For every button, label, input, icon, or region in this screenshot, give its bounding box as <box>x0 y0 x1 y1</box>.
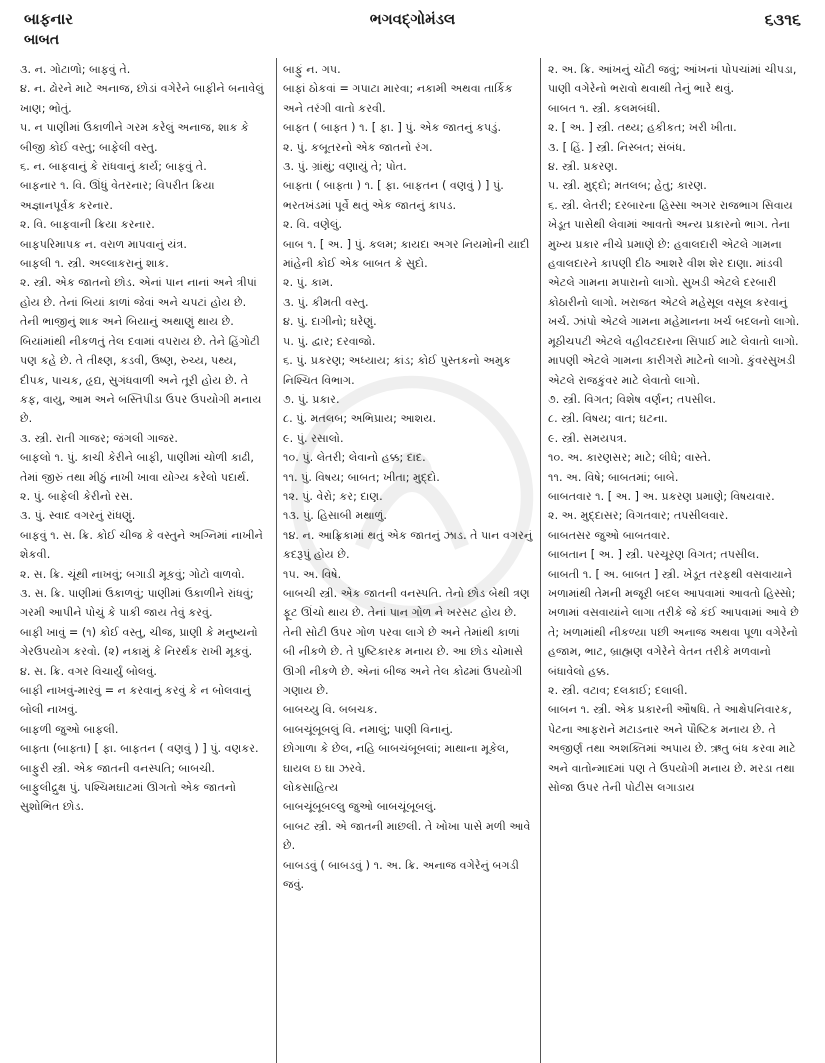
dictionary-entry: બાફવું ૧. સ. ક્રિ. કોઈ ચીજ કે વસ્તુને અગ્નિમાં નાખીને શેકવી. <box>20 528 264 562</box>
dictionary-entry: બાબતી ૧. [ અ. બાબત ] સ્ત્રી. ખેડૂત તરફથી વસવાયાને ખળામાંથી તેમની મજૂરી બદલ આપવામાં આવતો હિસ્સો; ખળામાં વસવાયાંને લાગા તરીકે જે કંઈ આપવામાં આવે છે તે; ખળામાંથી નીકળ્યા પછી અનાજ અથવા પૂળા વગેરેનો હજામ, ભાટ, બ્રાહ્મણ વગેરેને વેતન તરીકે મળવાનો બંધાવેલો હક્ક. <box>548 567 799 678</box>
dictionary-entry: બાફી નાખવું-મારવું = ન કરવાનું કરવું કે ન બોલવાનું બોલી નાખવું. <box>20 684 251 717</box>
dictionary-entry: ૯. પું. રસાલો. <box>283 431 344 445</box>
dictionary-entry: ૨. પું. કબૂતરનો એક જાતનો રંગ. <box>283 140 433 154</box>
guide-word-last: બાબત <box>24 32 60 48</box>
dictionary-entry: ૨. વિ. બાફવાની ક્રિયા કરનાર. <box>20 218 155 232</box>
running-title: ભગવદ્ગોમંડલ <box>369 10 456 28</box>
dictionary-entry: ૩. સ. ક્રિ. પાણીમાં ઉકાળવું; પાણીમાં ઉકાળીને રાંધવું; ગરમી આપીને પોચું કે પાકી જાય તેવું કરવું. <box>20 586 254 620</box>
dictionary-entry: બાબચી સ્ત્રી. એક જાતની વનસ્પતિ. તેનો છોડ બેથી ત્રણ ફૂટ ઊંચો થાય છે. તેનાં પાન ગોળ ને ખરસટ હોય છે. તેની સોટી ઉપર ગોળ પરવા લાગે છે અને તેમાંથી કાળાં બી નીકળે છે. તે પુષ્ટિકારક મનાય છે. આ છોડ ચોમાસે ઊગી નીકળે છે. એનાં બીજ અને તેલ કોઢમાં ઉપયોગી ગણાય છે. <box>283 586 530 697</box>
dictionary-entry: ૨. અ. મુદ્દાસર; વિગતવાર; તપસીલવાર. <box>548 509 729 523</box>
dictionary-entry: ૧૩. પું. હિસાબી મથાળું. <box>283 509 387 523</box>
column-divider <box>540 58 541 1063</box>
dictionary-entry: બાફ્તા ( બાફ્તા ) ૧. [ ફા. બાફતન ( વણવું ) ] પું. ભરતખંડમાં પૂર્વે થતું એક જાતનું કાપડ. <box>283 179 504 212</box>
column-divider <box>276 58 277 1063</box>
dictionary-entry: બાફપરિમાપક ન. વરાળ માપવાનું યંત્ર. <box>20 237 187 251</box>
dictionary-entry: ૪. પું. દાગીનો; ઘરેણું. <box>283 315 377 329</box>
dictionary-entry: ૯. સ્ત્રી. સમયપત્ર. <box>548 431 627 445</box>
dictionary-entry: ૫. સ્ત્રી. મુદ્દો; મતલબ; હેતુ; કારણ. <box>548 179 707 193</box>
dictionary-entry: બાફનાર ૧. વિ. ઊંધું વેતરનાર; વિપરીત ક્રિયા અજ્ઞાનપૂર્વક કરનાર. <box>20 179 215 212</box>
dictionary-entry: ૧૧. પું. વિષય; બાબત; ખીતા; મુદ્દો. <box>283 470 440 484</box>
dictionary-entry: લોકસાહિત્ય <box>283 781 339 795</box>
column-2 <box>283 60 533 894</box>
dictionary-entry: ૮. સ્ત્રી. વિષય; વાત; ઘટના. <box>548 412 668 426</box>
dictionary-entry: બાબચૂંબૂબલ્લુ જુઓ બાબચૂંબૂબલું. <box>283 800 437 814</box>
dictionary-entry: ૬. પું. પ્રકરણ; અધ્યાય; કાંડ; કોઈ પુસ્તકનો અમુક નિશ્ચિત વિભાગ. <box>283 354 511 387</box>
dictionary-entry: બાબ ૧. [ અ. ] પું. કલમ; કાયદા અગર નિયમોની યાદી માંહેની કોઈ એક બાબત કે સુદો. <box>283 237 530 271</box>
dictionary-entry: ૭. પું. પ્રકાર. <box>283 392 340 406</box>
dictionary-entry: ૨. પું. કામ. <box>283 276 334 290</box>
dictionary-entry: બાફલો ૧. પું. કાચી કેરીને બાફી, પાણીમાં ચોળી કાઢી, તેમાં જીરું તથા મીઠું નાખી ખાવા યોગ્ય કરેલો પદાર્થ. <box>20 451 254 484</box>
dictionary-entry: ૭. સ્ત્રી. વિગત; વિશેષ વર્ણન; તપસીલ. <box>548 392 716 406</box>
dictionary-entry: બાબટ સ્ત્રી. એ જાતની માછલી. તે ખોખા પાસે મળી આવે છે. <box>283 819 531 853</box>
dictionary-entry: ૩. સ્ત્રી. રાતી ગાજર; જંગલી ગાજર. <box>20 431 178 445</box>
dictionary-entry: ૨. પું. બાફેલી કેરીનો રસ. <box>20 489 133 503</box>
dictionary-entry: બાબચ્યુ વિ. બબચક. <box>283 703 378 717</box>
dictionary-entry: ૮. પું. મતલબ; અભિપ્રાય; આશય. <box>283 412 437 426</box>
dictionary-entry: બાબત ૧. સ્ત્રી. કલમબંધી. <box>548 101 661 115</box>
column-1 <box>20 60 268 817</box>
dictionary-entry: ૩. પું. ગ્રાંથું; વણાયું તે; પોત. <box>283 160 407 174</box>
dictionary-entry: ૩. [ હિં. ] સ્ત્રી. નિસ્બત; સંબંધ. <box>548 140 686 154</box>
dictionary-entry: ૩. પું. સ્વાદ વગરનું રાંધણું. <box>20 509 136 523</box>
dictionary-entry: બાબતાન [ અ. ] સ્ત્રી. પરચૂરણ વિગત; તપસીલ. <box>548 548 760 562</box>
dictionary-entry: બાફી ખાવું = (૧) કોઈ વસ્તુ, ચીજ, પ્રાણી કે મનુષ્યનો ગેરઉપયોગ કરવો. (૨) નકામું કે નિરર્થક રાખી મૂકવું. <box>20 625 258 659</box>
dictionary-entry: ૬. સ્ત્રી. લેતરી; દરબારના હિસ્સા અગર રાજભાગ સિવાય ખેડૂત પાસેથી લેવામાં આવતો અન્ય પ્રકારનો ભાગ. તેના મુખ્ય પ્રકાર નીચે પ્રમાણે છે: હવાલદારી એટલે ગામના હવાલદારને કાપણી દીઠ આશરે વીશ શેર દાણા. માંડવી એટલે ગામના મપારાનો લાગો. સુખડી એટલે દરબારી કોઠારીનો લાગો. ખરાજત એટલે મહેસૂલ વસૂલ કરવાનું ખર્ચ. ઝાંપો એટલે ગામના મહેમાનના ખર્ચ બદલનો લાગો. મૂઠીચપટી એટલે વહીવટદારના સિપાઈ માટે લેવાતો લાગો. માપણી એટલે ગામના કારીગરો માટેનો લાગો. કુંવરસુખડી એટલે રાજકુંવર માટે લેવાતો લાગો. <box>548 198 800 387</box>
dictionary-entry: ૩. ન. ગોટાળો; બાફવું તે. <box>20 63 131 76</box>
page-number: ૬૩૧૬ <box>764 10 801 29</box>
dictionary-entry: ૫. પું. દ્વાર; દરવાજો. <box>283 334 376 348</box>
dictionary-entry: ૧૧. અ. વિષે; બાબતમાં; બાબે. <box>548 470 679 484</box>
dictionary-entry: ૧૦. અ. કારણસર; માટે; લીધે; વાસ્તે. <box>548 451 711 465</box>
dictionary-entry: ૧૨. પું. વેરો; કર; દાણ. <box>283 489 383 503</box>
dictionary-entry: બાફું ન. ગપ. <box>283 63 341 76</box>
dictionary-entry: ૪. સ. ક્રિ. વગર વિચાર્યું બોલવું. <box>20 664 157 678</box>
dictionary-entry: ૨. અ. ક્રિ. આંખનું ચોંટી જવું; આંખનાં પોપચાંમાં ચીપડા, પાણી વગેરેનો ભરાવો થવાથી તેનું ભારે થવું. <box>548 63 797 96</box>
dictionary-entry: બાબતવાર ૧. [ અ. ] અ. પ્રકરણ પ્રમાણે; વિષયવાર. <box>548 489 775 503</box>
column-3 <box>548 60 810 797</box>
dictionary-entry: ૨. વિ. વણેલું. <box>283 218 343 232</box>
dictionary-entry: બાફુરી સ્ત્રી. એક જાતની વનસ્પતિ; બાબચી. <box>20 761 215 775</box>
dictionary-entry: ૨. સ. ક્રિ. ચૂંથી નાખવું; બગાડી મૂકવું; ગોટો વાળવો. <box>20 567 245 581</box>
dictionary-entry: ૪. ન. ઢોરને માટે અનાજ, છોડાં વગેરેને બાફીને બનાવેલું ખાણ; ભોતું. <box>20 82 264 115</box>
dictionary-entry: બાબચૂંબૂબલું વિ. નમાલું; પાણી વિનાનું. <box>283 722 453 736</box>
dictionary-entry: બાફુલીદ્રુક્ષ પું. પશ્ચિમઘાટમાં ઊગતો એક જાતનો સુશોભિત છોડ. <box>20 781 237 814</box>
dictionary-entry: ૧૦. પું. લેતરી; લેવાનો હક્ક; દાદ. <box>283 451 426 465</box>
dictionary-entry: છોગાળા કે છેલ, નહિ બાબચંબૂબલાં; માથાના મૂકેલ, ઘાયલ ઇ ઘા ઝરવે. <box>283 742 509 775</box>
dictionary-entry: બાફ્ત ( બાફ્ત ) ૧. [ ફા. ] પું. એક જાતનું કપડું. <box>283 121 501 135</box>
dictionary-entry: ૨. [ અ. ] સ્ત્રી. તથ્ય; હકીકત; ખરી ખીતા. <box>548 121 737 135</box>
dictionary-entry: ૨. સ્ત્રી. વટાવ; દલકાઈ; દલાલી. <box>548 684 688 697</box>
dictionary-entry: બાબતસર જુઓ બાબતવાર. <box>548 528 671 542</box>
dictionary-entry: બાબડવું ( બાબડવું ) ૧. અ. ક્રિ. અનાજ વગેરેનું બગડી જવું. <box>283 858 519 892</box>
dictionary-entry: બાફ્તા (બાફ્તા) [ ફા. બાફતન ( વણવું ) ] પું. વણકર. <box>20 742 259 756</box>
dictionary-entry: બાફળી જુઓ બાફલી. <box>20 722 119 736</box>
guide-word-first: બાફનાર <box>24 10 74 28</box>
dictionary-entry: બાબન ૧. સ્ત્રી. એક પ્રકારની ઔષધિ. તે આક્ષેપનિવારક, પેટના આફરાને મટાડનાર અને પૌષ્ટિક મનાય છે. તે અજીર્ણ તથા અશક્તિમાં અપાય છે. ઋતુ બંધ કરવા માટે અને વાતોન્માદમાં પણ તે ઉપયોગી મનાય છે. મરડા તથા સોજા ઉપર તેની પોટીસ લગાડાય <box>548 703 796 795</box>
dictionary-entry: ૫. ન પાણીમાં ઉકાળીને ગરમ કરેલું અનાજ, શાક કે બીજી કોઈ વસ્તુ; બાફેલી વસ્તુ. <box>20 121 249 154</box>
dictionary-entry: ૪. સ્ત્રી. પ્રકરણ. <box>548 160 618 174</box>
dictionary-entry: બાફલી ૧. સ્ત્રી. અલ્લાકરાનું શાક. <box>20 257 169 271</box>
dictionary-entry: ૨. સ્ત્રી. એક જાતનો છોડ. એનાં પાન નાનાં અને ત્રીપાં હોય છે. તેનાં બિયાં કાળાં જેવાં અને ચપટાં હોય છે. તેની ભાજીનું શાક અને બિયાનું અથાણું થાય છે. બિયાંમાંથી નીકળતું તેલ દવામાં વપરાય છે. તેને હિંગોટી પણ કહે છે. તે તીક્ષ્ણ, કડવી, ઉષ્ણ, રુચ્ય, પથ્ય, દીપક, પાચક, હૃદ્ય, સુગંધવાળી અને તૂરી હોય છે. તે કફ, વાયુ, આમ અને બસ્તિપીડા ઉપર ઉપયોગી મનાય છે. <box>20 276 262 426</box>
dictionary-entry: ૧૪. ન. આફ્રિકામાં થતું એક જાતનું ઝાડ. તે પાન વગરનું કદરૂપું હોય છે. <box>283 528 533 562</box>
dictionary-entry: ૬. ન. બાફવાનું કે રાંધવાનું કાર્ય; બાફવું તે. <box>20 160 207 174</box>
dictionary-entry: ૩. પું. કીમતી વસ્તુ. <box>283 295 369 309</box>
dictionary-entry: બાફાં ઠોકવાં = ગપાટા મારવા; નકામી અથવા તાર્કિક અને તરંગી વાતો કરવી. <box>283 82 513 115</box>
dictionary-entry: ૧૫. અ. વિષે. <box>283 567 342 581</box>
